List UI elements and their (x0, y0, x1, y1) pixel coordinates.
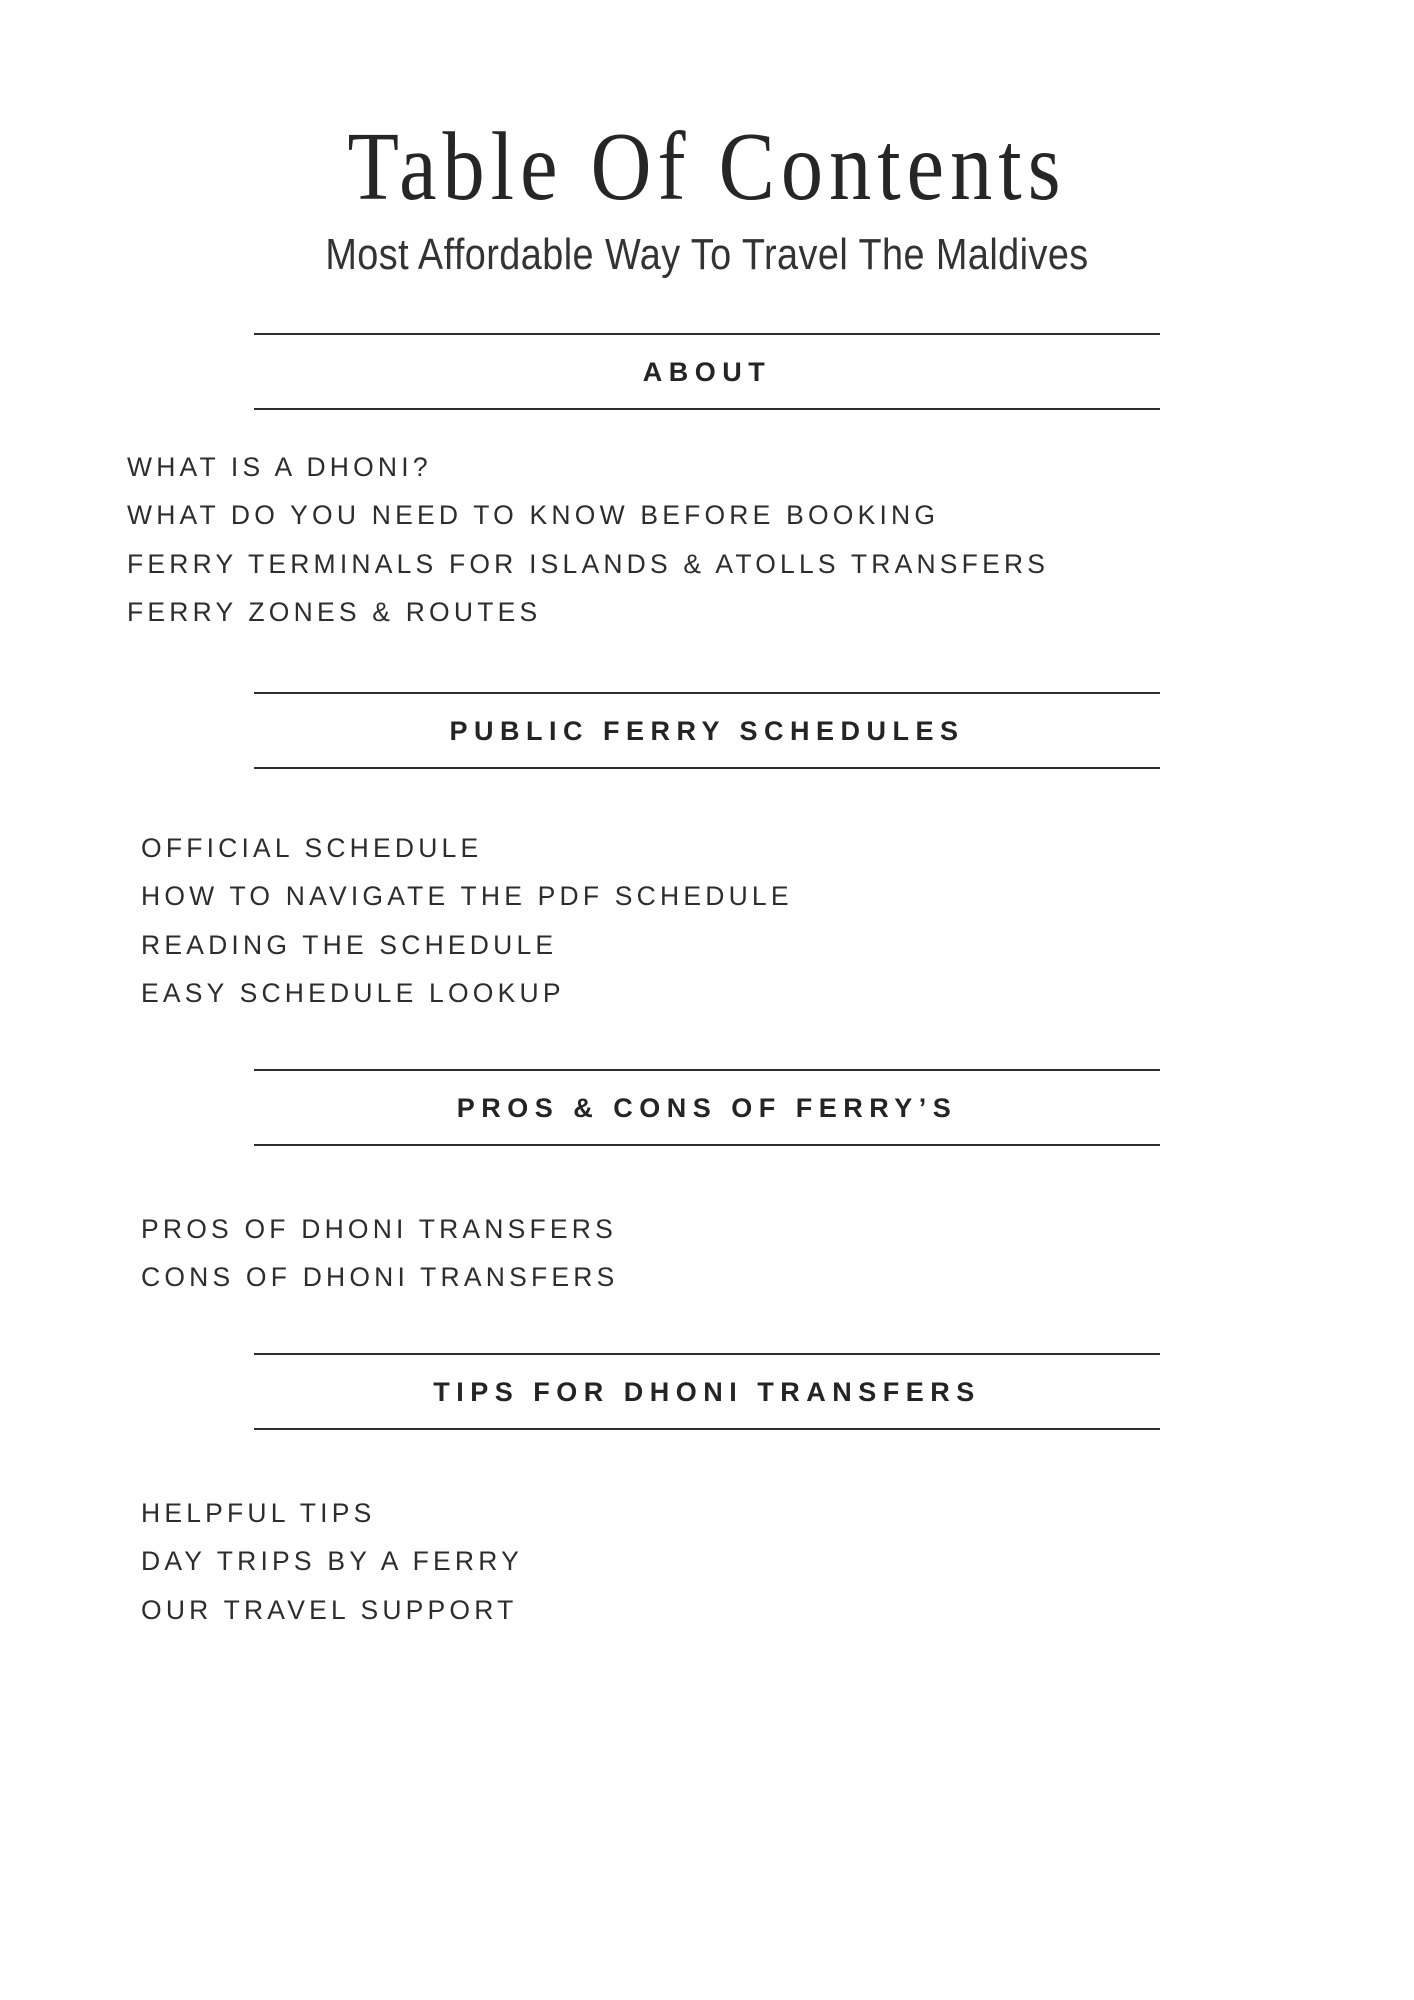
page-title: Table Of Contents (347, 113, 1067, 221)
list-item[interactable]: FERRY ZONES & ROUTES (127, 597, 542, 628)
list-item[interactable]: DAY TRIPS BY A FERRY (141, 1546, 524, 1577)
divider-bottom (254, 767, 1160, 769)
entry-list-pros-cons (127, 1213, 1287, 1293)
section-pros-cons (127, 1069, 1287, 1291)
section-title-tips: TIPS FOR DHONI TRANSFERS (433, 1376, 981, 1407)
entry-list-about (127, 451, 1287, 628)
list-item[interactable]: PROS OF DHONI TRANSFERS (141, 1213, 617, 1244)
list-item[interactable]: HOW TO NAVIGATE THE PDF SCHEDULE (141, 881, 793, 912)
page-subtitle: Most Affordable Way To Travel The Maldives (325, 230, 1089, 279)
list-item[interactable]: FERRY TERMINALS FOR ISLANDS & ATOLLS TRANSFERS (127, 548, 1050, 579)
section-title-about: ABOUT (642, 356, 772, 387)
section-about (127, 333, 1287, 626)
section-title-pros-cons: PROS & CONS OF FERRY’S (456, 1092, 958, 1123)
divider-bottom (254, 1428, 1160, 1430)
list-item[interactable]: EASY SCHEDULE LOOKUP (141, 978, 565, 1009)
divider-bottom (254, 1144, 1160, 1146)
list-item[interactable]: CONS OF DHONI TRANSFERS (141, 1262, 619, 1293)
title-block (127, 0, 1287, 281)
section-header-pros-cons (254, 1069, 1160, 1146)
section-public-ferry-schedules (127, 692, 1287, 1007)
divider-bottom (254, 408, 1160, 410)
list-item[interactable]: OUR TRAVEL SUPPORT (141, 1594, 518, 1625)
section-header-about (254, 333, 1160, 410)
list-item[interactable]: WHAT IS A DHONI? (127, 451, 432, 482)
section-header-public-ferry-schedules (254, 692, 1160, 769)
list-item[interactable]: OFFICIAL SCHEDULE (141, 832, 483, 863)
section-tips (127, 1353, 1287, 1624)
section-header-tips (254, 1353, 1160, 1430)
list-item[interactable]: HELPFUL TIPS (141, 1497, 376, 1528)
list-item[interactable]: WHAT DO YOU NEED TO KNOW BEFORE BOOKING (127, 500, 940, 531)
entry-list-tips (127, 1497, 1287, 1625)
list-item[interactable]: READING THE SCHEDULE (141, 929, 558, 960)
section-title-public-ferry-schedules: PUBLIC FERRY SCHEDULES (449, 715, 965, 746)
entry-list-public-ferry-schedules (127, 832, 1287, 1009)
